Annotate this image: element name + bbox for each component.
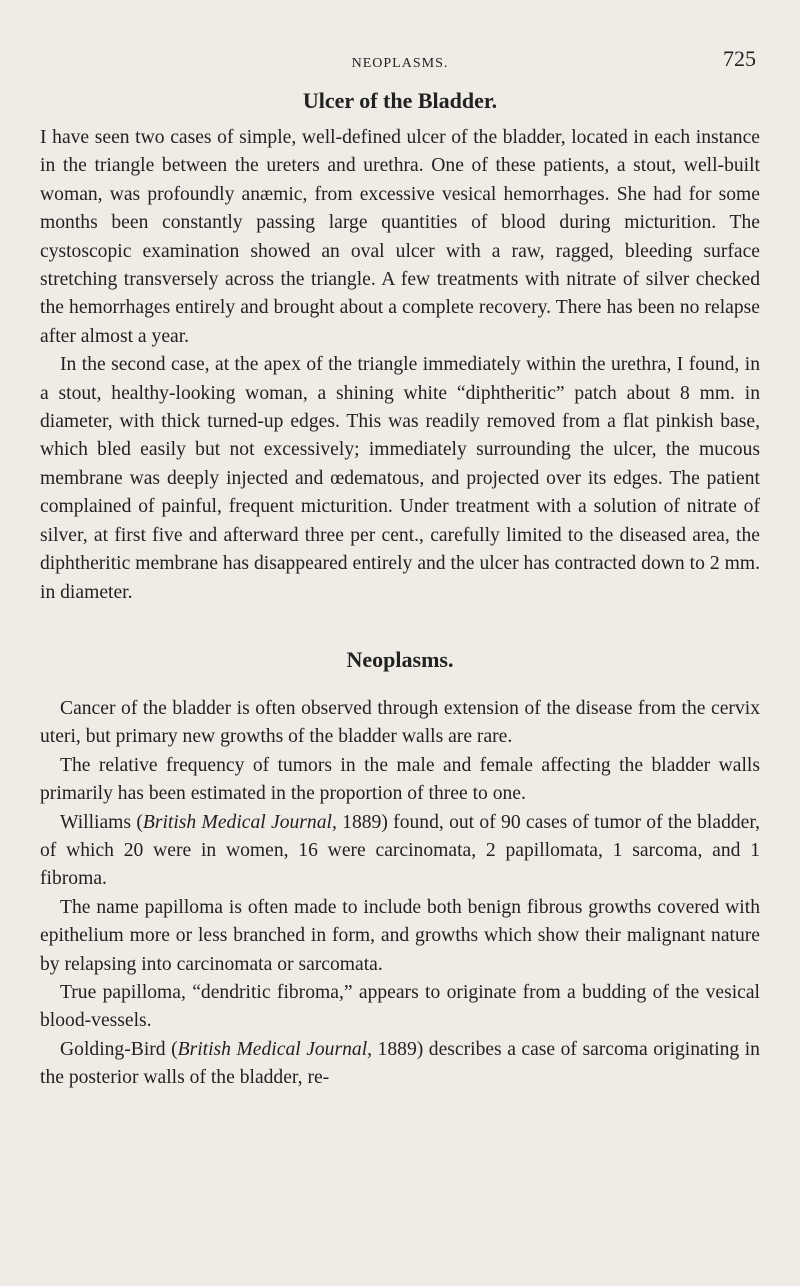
paragraph: The name papilloma is often made to include both benign fibrous growths covered with epithelium more or less branched in form, and growths which show their malignant nature by relapsing into carcinomata or sarcomata.	[40, 896, 760, 975]
page-number: 725	[723, 46, 756, 71]
paragraph	[40, 809, 760, 894]
paragraph: True papilloma, “dendritic fibroma,” appears to originate from a budding of the vesical blood-vessels.	[40, 981, 760, 1032]
journal-title: British Medical Journal,	[177, 1038, 373, 1060]
paragraph	[40, 1036, 760, 1093]
text-run: Williams (	[60, 811, 143, 833]
running-header	[40, 46, 760, 76]
text-run: 1889) describes a case of sarcoma originating in the posterior walls of the bladder, re-	[40, 1038, 760, 1089]
paragraph: Cancer of the bladder is often observed through extension of the disease from the cervix uteri, but primary new growths of the bladder walls are rare.	[40, 697, 760, 748]
paragraph: In the second case, at the apex of the triangle immediately within the urethra, I found, in a stout, healthy-looking woman, a shining white “diphtheritic” patch about 8 mm. in diameter, with thick turned-up edges. This was readily removed from a flat pinkish base, which bled easily but not excessively; immediately surrounding the ulcer, the mucous membrane was deeply injected and œdematous, and projected over its edges. The patient complained of painful, frequent micturition. Under treatment with a solution of nitrate of silver, at first five and afterward three per cent., carefully limited to the diseased area, the diphtheritic membrane has disappeared entirely and the ulcer has contracted down to 2 mm. in diameter.	[40, 354, 760, 603]
section-heading-ulcer: Ulcer of the Bladder.	[302, 88, 498, 113]
text-run: 1889) found, out of 90 cases of tumor of the bladder, of which 20 were in women, 16 were carcinomata, 2 papillomata, 1 sarcoma, and 1 fibroma.	[40, 811, 760, 890]
section-heading-neoplasms: Neoplasms.	[346, 646, 454, 672]
paragraph: The relative frequency of tumors in the male and female affecting the bladder walls primarily has been estimated in the proportion of three to one.	[40, 754, 760, 805]
journal-title: British Medical Journal,	[142, 811, 337, 833]
ulcer-section	[40, 88, 760, 607]
neoplasms-section	[40, 647, 760, 1093]
running-title: NEOPLASMS.	[351, 56, 449, 71]
paragraph: I have seen two cases of simple, well-defined ulcer of the bladder, located in each instance in the triangle between the ureters and urethra. One of these patients, a stout, well-built woman, was profoundly anæmic, from excessive vesical hemorrhages. She had for some months been constantly passing large quantities of blood during micturition. The cystoscopic examination showed an oval ulcer with a raw, ragged, bleeding surface stretching transversely across the triangle. A few treatments with nitrate of silver checked the hemorrhages entirely and brought about a complete recovery. There has been no relapse after almost a year.	[40, 127, 760, 347]
text-run: Golding-Bird (	[60, 1038, 178, 1060]
